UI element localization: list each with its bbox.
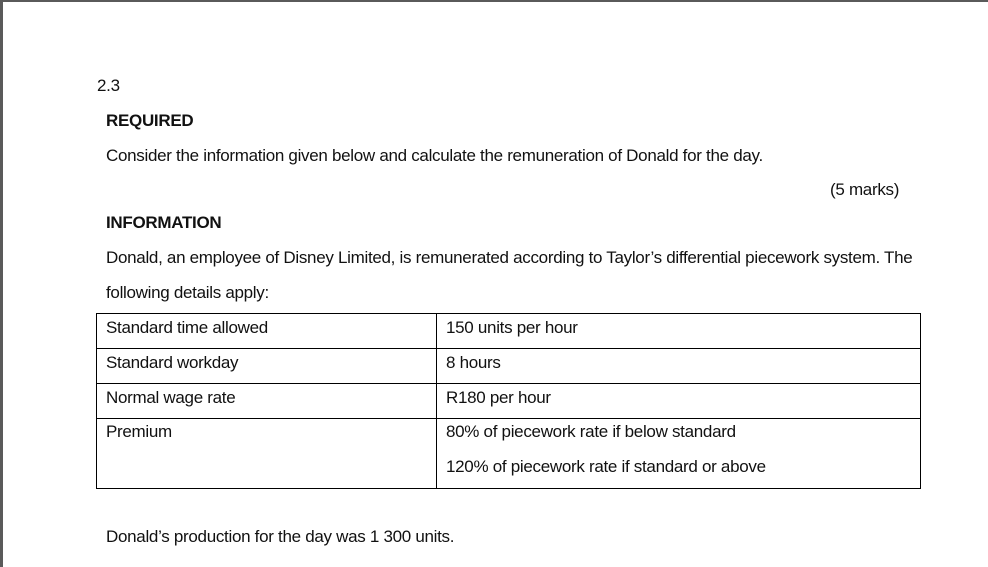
details-table — [96, 313, 921, 489]
row-label: Standard workday — [97, 349, 437, 384]
table-row — [97, 314, 921, 349]
table-row — [97, 419, 921, 489]
row-value: 150 units per hour — [437, 314, 921, 349]
premium-below-standard: 80% of piecework rate if below standard — [446, 422, 736, 441]
row-label: Premium — [97, 419, 437, 489]
row-label: Normal wage rate — [97, 384, 437, 419]
information-heading: INFORMATION — [106, 213, 222, 232]
table-row — [97, 349, 921, 384]
row-value-cell — [437, 419, 921, 489]
required-heading: REQUIRED — [106, 111, 194, 130]
row-value: R180 per hour — [437, 384, 921, 419]
premium-standard-or-above: 120% of piecework rate if standard or above — [446, 457, 766, 476]
marks-label: (5 marks) — [830, 180, 900, 199]
information-paragraph-line1: Donald, an employee of Disney Limited, is remunerated according to Taylor’s differential piecework system. The — [106, 248, 913, 267]
production-note: Donald’s production for the day was 1 300 units. — [106, 527, 455, 546]
row-label: Standard time allowed — [97, 314, 437, 349]
information-paragraph-line2: following details apply: — [106, 283, 269, 302]
instruction-text: Consider the information given below and calculate the remuneration of Donald for the day. — [106, 146, 763, 165]
question-number: 2.3 — [97, 76, 120, 95]
table-row — [97, 384, 921, 419]
row-value: 8 hours — [437, 349, 921, 384]
